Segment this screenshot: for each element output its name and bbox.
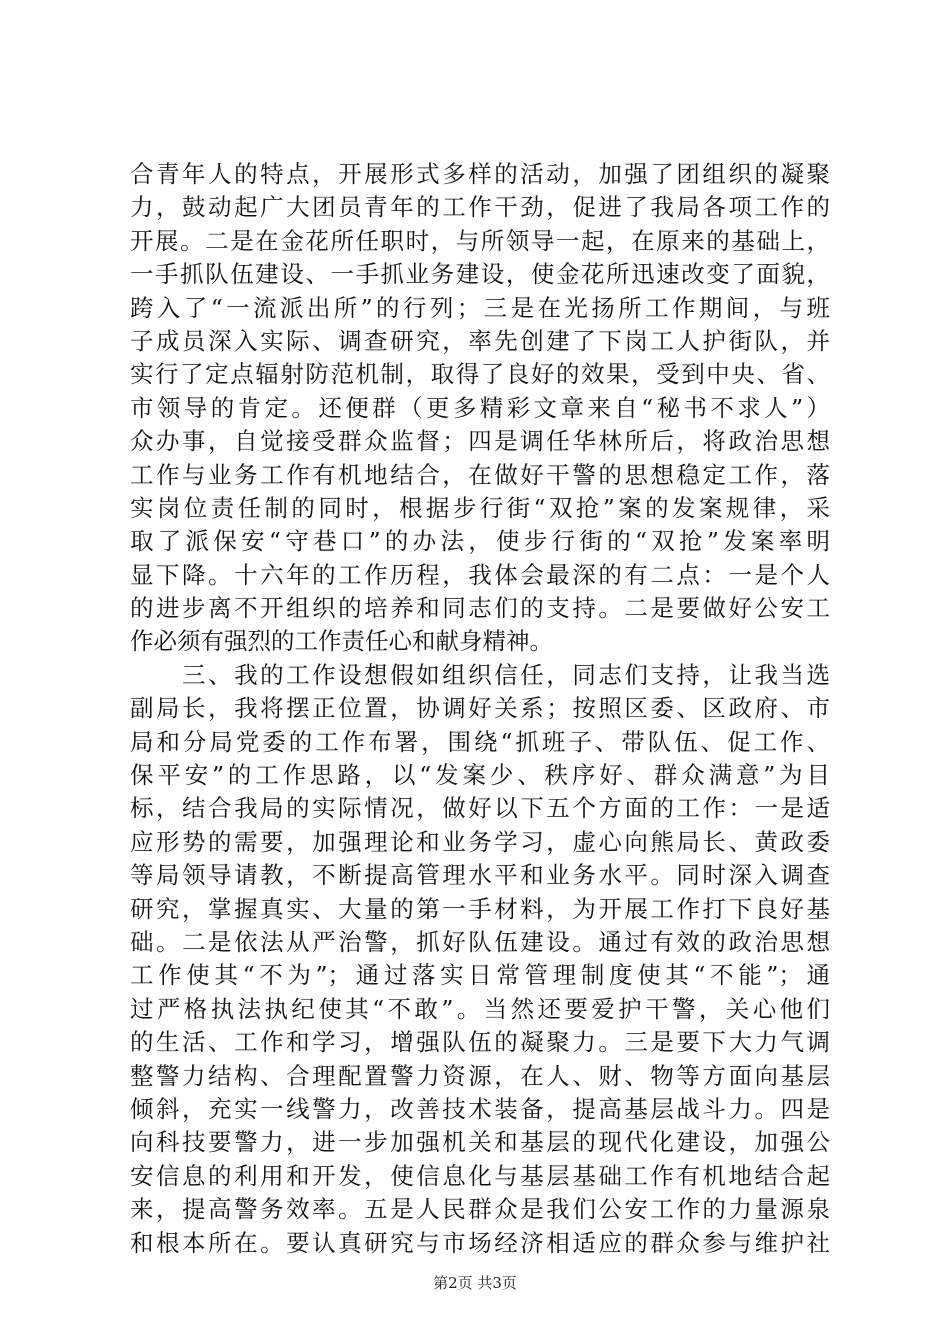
text-line: 倾斜，充实一线警力，改善技术装备，提高基层战斗力。四是 (130, 1094, 830, 1123)
text-line: 标，结合我局的实际情况，做好以下五个方面的工作：一是适 (130, 794, 830, 823)
text-line: 来，提高警务效率。五是人民群众是我们公安工作的力量源泉 (130, 1195, 830, 1224)
text-line: 局和分局党委的工作布署，围绕“抓班子、带队伍、促工作、 (130, 727, 830, 756)
text-line: 显下降。十六年的工作历程，我体会最深的有二点：一是个人 (130, 560, 830, 589)
text-line: 市领导的肯定。还便群（更多精彩文章来自“秘书不求人”） (130, 393, 830, 422)
text-line: 一手抓队伍建设、一手抓业务建设，使金花所迅速改变了面貌， (130, 260, 830, 289)
text-line: 工作与业务工作有机地结合，在做好干警的思想稳定工作，落 (130, 460, 830, 489)
text-line: 过严格执法执纪使其“不敢”。当然还要爱护干警，关心他们 (130, 994, 830, 1023)
text-line: 众办事，自觉接受群众监督；四是调任华林所后，将政治思想 (130, 427, 830, 456)
text-line: 合青年人的特点，开展形式多样的活动，加强了团组织的凝聚 (130, 160, 830, 188)
text-line: 开展。二是在金花所任职时，与所领导一起，在原来的基础上， (130, 226, 830, 255)
text-line: 研究，掌握真实、大量的第一手材料，为开展工作打下良好基 (130, 894, 830, 923)
text-line: 实行了定点辐射防范机制，取得了良好的效果，受到中央、省、 (130, 360, 830, 389)
text-line: 作必须有强烈的工作责任心和献身精神。 (130, 627, 553, 656)
text-line: 保平安”的工作思路，以“发案少、秩序好、群众满意”为目 (130, 761, 830, 790)
text-line: 工作使其“不为”；通过落实日常管理制度使其“不能”；通 (130, 961, 830, 990)
text-line: 跨入了“一流派出所”的行列；三是在光扬所工作期间，与班 (130, 293, 830, 322)
text-line: 的进步离不开组织的培养和同志们的支持。二是要做好公安工 (130, 594, 830, 623)
text-line: 的生活、工作和学习，增强队伍的凝聚力。三是要下大力气调 (130, 1028, 830, 1057)
text-line: 础。二是依法从严治警，抓好队伍建设。通过有效的政治思想 (130, 927, 830, 956)
body-text (130, 158, 830, 1260)
text-line: 实岗位责任制的同时，根据步行街“双抢”案的发案规律，采 (130, 493, 830, 522)
text-line: 等局领导请教，不断提高管理水平和业务水平。同时深入调查 (130, 861, 830, 890)
text-line: 向科技要警力，进一步加强机关和基层的现代化建设，加强公 (130, 1128, 830, 1157)
text-line: 三、我的工作设想假如组织信任，同志们支持，让我当选 (130, 660, 830, 689)
text-line: 整警力结构、合理配置警力资源，在人、财、物等方面向基层 (130, 1061, 830, 1090)
text-line: 应形势的需要，加强理论和业务学习，虚心向熊局长、黄政委 (130, 827, 830, 856)
text-line: 和根本所在。要认真研究与市场经济相适应的群众参与维护社 (130, 1228, 830, 1257)
text-line: 副局长，我将摆正位置，协调好关系；按照区委、区政府、市 (130, 694, 830, 723)
text-line: 子成员深入实际、调查研究，率先创建了下岗工人护街队，并 (130, 326, 830, 355)
page-footer: 第2页 共3页 (433, 1274, 517, 1292)
text-line: 取了派保安“守巷口”的办法，使步行街的“双抢”发案率明 (130, 527, 830, 556)
text-line: 力，鼓动起广大团员青年的工作干劲，促进了我局各项工作的 (130, 193, 830, 222)
text-line: 安信息的利用和开发，使信息化与基层基础工作有机地结合起 (130, 1161, 830, 1190)
